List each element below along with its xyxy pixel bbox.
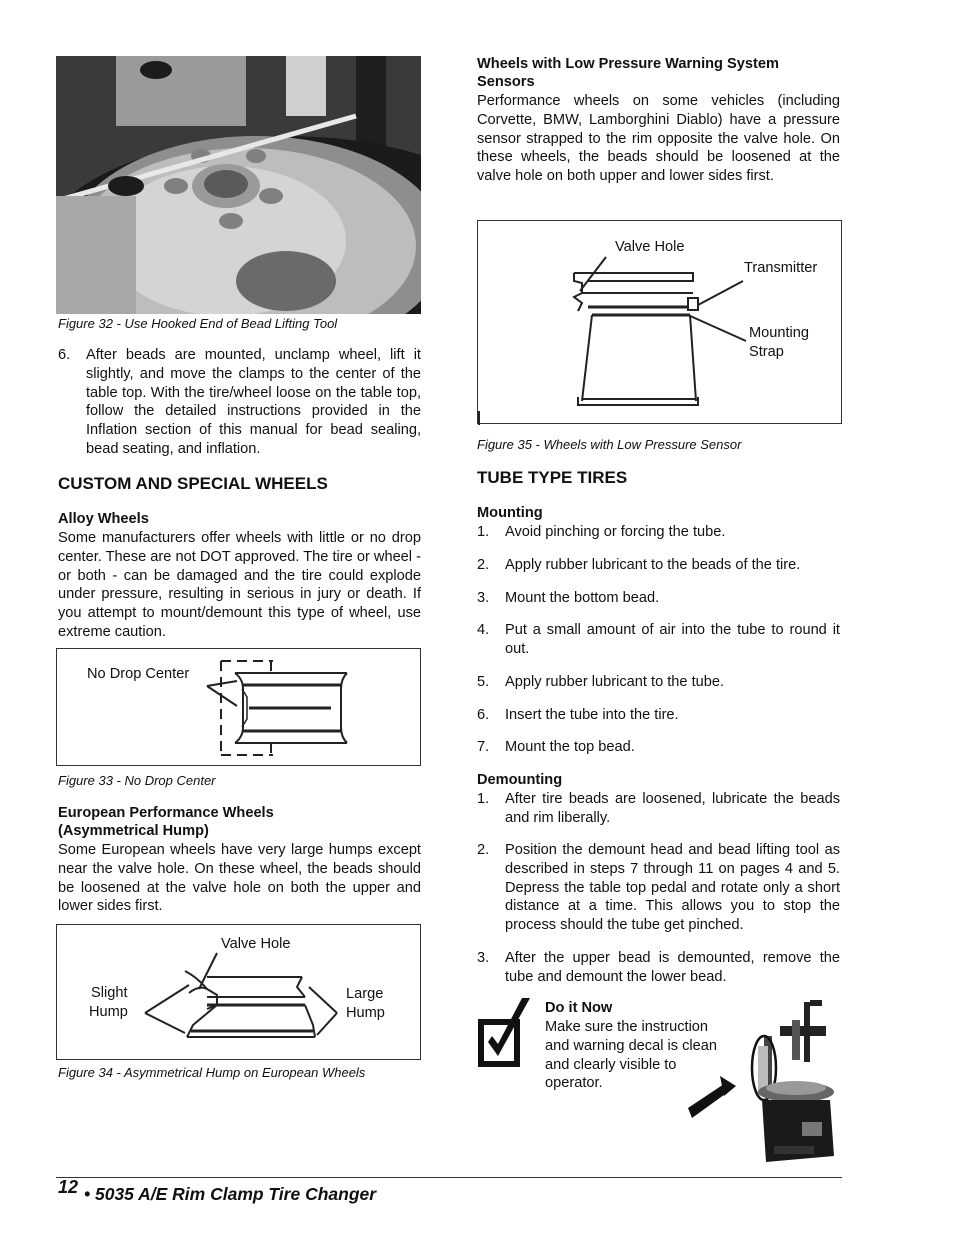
step-text: After tire beads are loosened, lubricate the beads and rim liberally. bbox=[505, 791, 840, 826]
mounting-strap-label-line1: Mounting bbox=[749, 325, 810, 341]
step-number: 1. bbox=[477, 791, 490, 807]
low-pressure-heading-line2: Sensors bbox=[477, 74, 535, 90]
step-text: Avoid pinching or forcing the tube. bbox=[505, 524, 726, 540]
step-number: 5. bbox=[477, 674, 490, 690]
large-hump-label-line2: Hump bbox=[346, 1005, 385, 1021]
step-number: 6. bbox=[58, 347, 71, 363]
european-wheels-heading-line1: European Performance Wheels bbox=[58, 805, 274, 821]
figure-32-photo bbox=[56, 56, 421, 314]
figure-34-diagram bbox=[56, 924, 421, 1060]
alloy-wheels-text: Some manufacturers offer wheels with little or no drop center. These are not DOT approved. The tire or wheel - or both - can be damaged and the tire could explode under pressure, resulting in serious in jury or death. If you attempt to mount/demount this type of wheel, use extreme caution. bbox=[58, 530, 421, 640]
european-wheels-text: Some European wheels have very large humps except near the valve hole. On these wheel, the beads should be loosened at the valve hole on both the upper and lower sides first. bbox=[58, 842, 421, 915]
step-text: After the upper bead is demounted, remove the tube and demount the lower bead. bbox=[505, 950, 840, 985]
step-text: Apply rubber lubricant to the tube. bbox=[505, 674, 725, 690]
slight-hump-label-line1: Slight bbox=[91, 985, 128, 1001]
step-text: Mount the top bead. bbox=[505, 739, 635, 755]
figure-34-caption: Figure 34 - Asymmetrical Hump on European Wheels bbox=[58, 1065, 366, 1080]
slight-hump-label-line2: Hump bbox=[89, 1004, 128, 1020]
figure-35-diagram bbox=[477, 220, 842, 424]
footer-rule bbox=[56, 1177, 842, 1178]
checkmark-icon bbox=[478, 996, 534, 1070]
step-number: 7. bbox=[477, 739, 490, 755]
step-number: 2. bbox=[477, 842, 490, 858]
step-number: 3. bbox=[477, 950, 490, 966]
valve-hole-label: Valve Hole bbox=[221, 936, 291, 952]
step-number: 3. bbox=[477, 590, 490, 606]
low-pressure-text: Performance wheels on some vehicles (including Corvette, BMW, Lamborghini Diablo) have a pressure sensor strapped to the rim opposite the valve hole. On these wheels, the beads should be loosened at the valve hole on both upper and lower sides first. bbox=[477, 93, 840, 185]
step-number: 2. bbox=[477, 557, 490, 573]
no-drop-center-label: No Drop Center bbox=[87, 666, 190, 682]
low-pressure-heading-line1: Wheels with Low Pressure Warning System bbox=[477, 56, 779, 72]
figure-33-diagram bbox=[56, 648, 421, 766]
step-text: Insert the tube into the tire. bbox=[505, 707, 679, 723]
page-number: 12 bbox=[58, 1177, 79, 1197]
figure-32-caption: Figure 32 - Use Hooked End of Bead Lifting Tool bbox=[58, 316, 338, 331]
alloy-wheels-heading: Alloy Wheels bbox=[58, 511, 149, 527]
footer-title: • 5035 A/E Rim Clamp Tire Changer bbox=[84, 1184, 377, 1204]
step-text: Mount the bottom bead. bbox=[505, 590, 660, 606]
demounting-heading: Demounting bbox=[477, 772, 563, 788]
step-text: Put a small amount of air into the tube to round it out. bbox=[505, 622, 840, 657]
step-number: 6. bbox=[477, 707, 490, 723]
large-hump-label-line1: Large bbox=[346, 986, 384, 1002]
do-it-now-text: Make sure the instruction and warning decal is clean and clearly visible to operator. bbox=[545, 1019, 717, 1092]
do-it-now-heading: Do it Now bbox=[545, 1000, 613, 1016]
valve-hole-label: Valve Hole bbox=[615, 239, 685, 255]
step-number: 1. bbox=[477, 524, 490, 540]
figure-35-caption: Figure 35 - Wheels with Low Pressure Sensor bbox=[477, 437, 742, 452]
tire-changer-illustration bbox=[684, 996, 844, 1166]
figure-33-caption: Figure 33 - No Drop Center bbox=[58, 773, 216, 788]
european-wheels-heading-line2: (Asymmetrical Hump) bbox=[58, 823, 209, 839]
mounting-heading: Mounting bbox=[477, 505, 543, 521]
step-text: After beads are mounted, unclamp wheel, lift it slightly, and move the clamps to the center of the table top. With the tire/wheel loose on the table top, follow the detailed instructions provided in the Inflation section of this manual for bead sealing, bead seating, and inflation. bbox=[86, 347, 421, 457]
mounting-strap-label-line2: Strap bbox=[749, 344, 784, 360]
transmitter-label: Transmitter bbox=[744, 260, 818, 276]
step-text: Apply rubber lubricant to the beads of the tire. bbox=[505, 557, 801, 573]
custom-special-wheels-heading: CUSTOM AND SPECIAL WHEELS bbox=[58, 474, 328, 493]
step-number: 4. bbox=[477, 622, 490, 638]
tube-type-tires-heading: TUBE TYPE TIRES bbox=[477, 468, 628, 487]
step-text: Position the demount head and bead lifting tool as described in steps 7 through 11 on pages 4 and 5. Depress the table top pedal and rotate only a short distance at a time. This allows you to stop the process should the tube get pinched. bbox=[505, 842, 840, 934]
